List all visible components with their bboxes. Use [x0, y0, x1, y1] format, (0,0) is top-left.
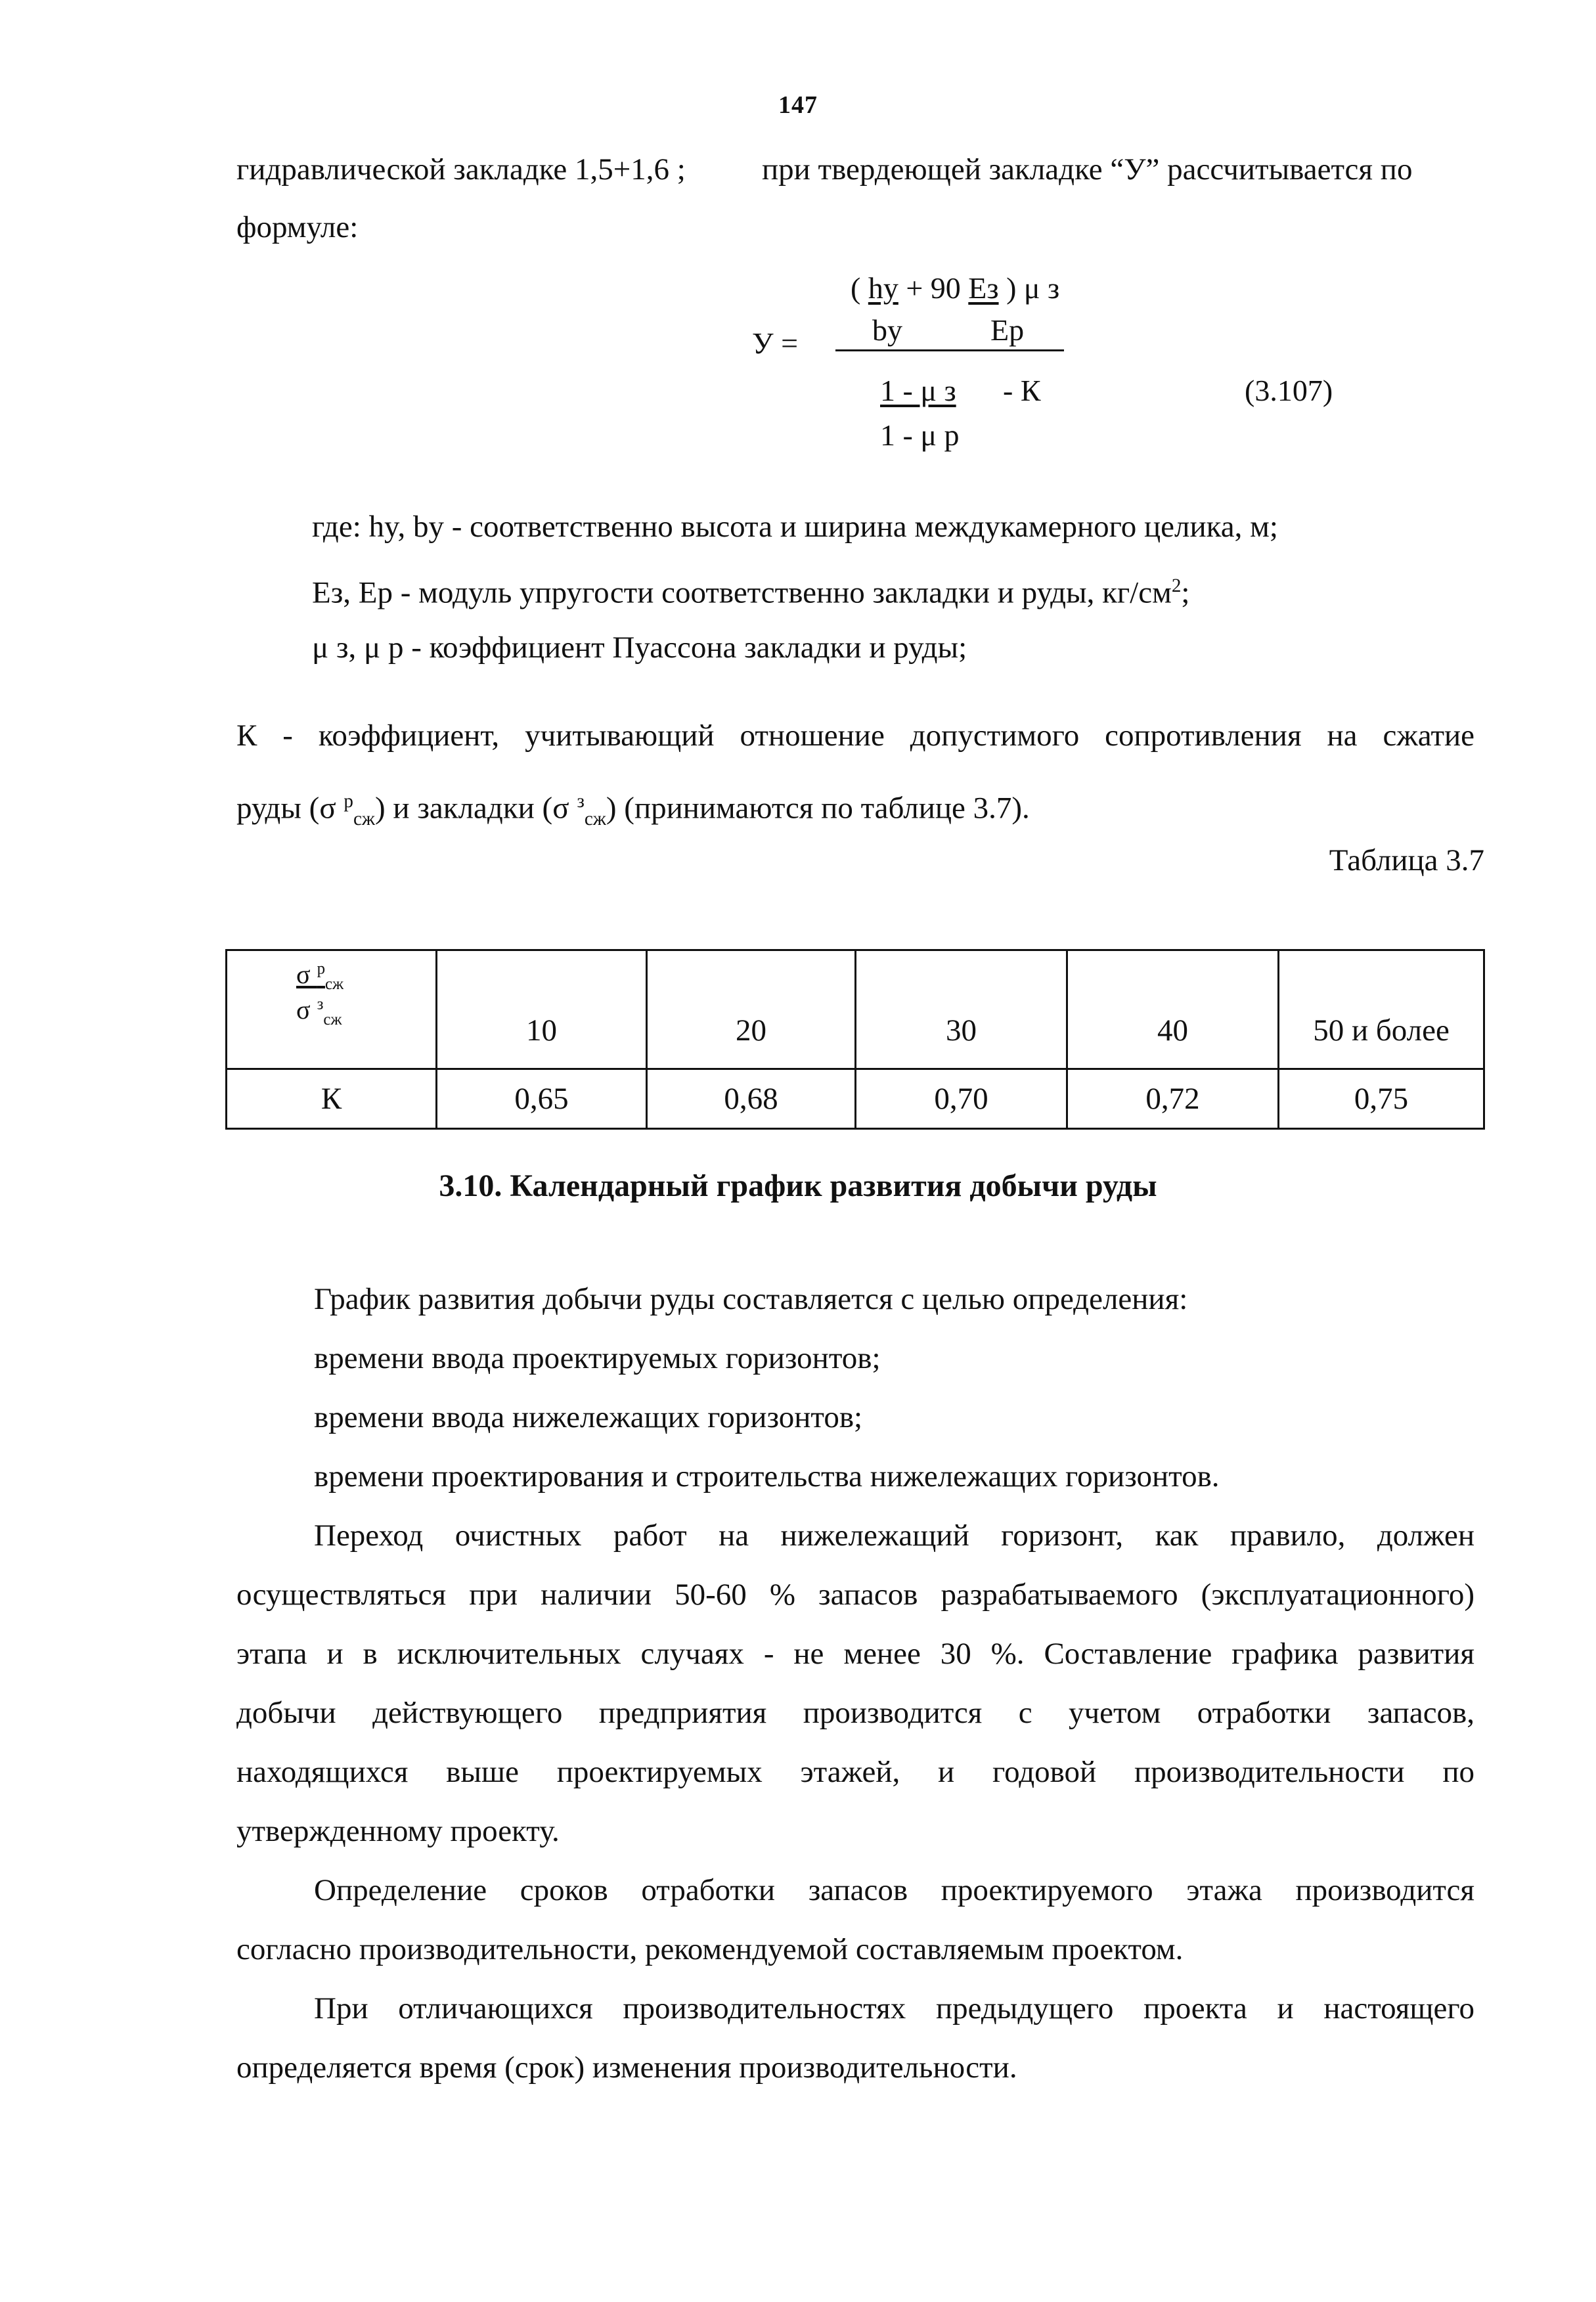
definition-hy-by: где: hy, by - соответственно высота и ширина междукамерного целика, м; — [312, 510, 1278, 544]
body-line: При отличающихся производительностях предыдущего проекта и настоящего — [314, 1991, 1474, 2025]
definition-ez-ep: Ез, Ер - модуль упругости соответственно закладки и руды, $кг/см^2$; — [312, 575, 1190, 610]
definition-mu: μ з, μ р - коэффициент Пуассона закладки и руды; — [312, 631, 967, 665]
table-cell: 0,65 — [437, 1069, 647, 1129]
body-line: утвержденному проекту. — [236, 1814, 560, 1848]
sigma-ratio-denominator: σ $^з_{сж}$ — [296, 995, 342, 1029]
body-line: времени проектирования и строительства нижележащих горизонтов. — [314, 1459, 1220, 1494]
table-cell: 0,70 — [856, 1069, 1067, 1129]
body-line: времени ввода нижележащих горизонтов; — [314, 1400, 863, 1434]
formula-number: (3.107) — [1245, 374, 1333, 407]
table-cell: 0,68 — [647, 1069, 856, 1129]
intro-line-right: при твердеющей закладке “У” рассчитывается по — [762, 152, 1413, 187]
body-line: согласно производительности, рекомендуемой составляемым проектом. — [236, 1932, 1184, 1966]
formula-numerator-top: ( hy + 90 Ез ) μ з — [851, 271, 1060, 305]
table-header-cell: 10 — [437, 950, 647, 1069]
formula-denominator-bottom: 1 - μ р — [880, 418, 960, 452]
k-paragraph-line-1: К - коэффициент, учитывающий отношение допустимого сопротивления на сжатие — [236, 719, 1474, 753]
table-header-row — [227, 950, 1484, 1069]
formula-lhs: У = — [752, 326, 799, 360]
formula-numerator-by: by — [872, 313, 902, 347]
page-number: 147 — [778, 91, 818, 119]
table-header-cell: 50 и более — [1279, 950, 1484, 1069]
formula-numerator-ep: Ер — [990, 313, 1025, 347]
table-cell: 0,75 — [1279, 1069, 1484, 1129]
table-header-cell: 40 — [1067, 950, 1279, 1069]
body-line: находящихся выше проектируемых этажей, и годовой производительности по — [236, 1755, 1474, 1789]
body-line: Определение сроков отработки запасов проектируемого этажа производится — [314, 1873, 1474, 1907]
body-line: определяется время (срок) изменения производительности. — [236, 2050, 1017, 2085]
body-line: Переход очистных работ на нижележащий горизонт, как правило, должен — [314, 1518, 1474, 1553]
body-line: График развития добычи руды составляется с целью определения: — [314, 1282, 1188, 1316]
table-cell: 0,72 — [1067, 1069, 1279, 1129]
body-line: времени ввода проектируемых горизонтов; — [314, 1341, 881, 1375]
sigma-ratio-numerator: σ $^р_{сж}$ — [296, 960, 344, 993]
coefficient-table — [225, 949, 1485, 1130]
k-paragraph-line-2: руды (σ $^р_{сж}$) и закладки (σ $^з_{сж}$) (принимаются по таблице 3.7). — [236, 791, 1030, 830]
body-line: осуществляться при наличии 50-60 % запасов разрабатываемого (эксплуатационного) — [236, 1578, 1474, 1612]
table-header-cell: 20 — [647, 950, 856, 1069]
intro-line-left: гидравлической закладке 1,5+1,6 ; — [236, 152, 686, 187]
table-caption: Таблица 3.7 — [1329, 843, 1484, 877]
formula-denominator-top: 1 - μ з — [880, 374, 956, 407]
table-row — [227, 1069, 1484, 1129]
formula-main-fraction-line — [835, 349, 1064, 351]
body-line: добычи действующего предприятия производится с учетом отработки запасов, — [236, 1696, 1474, 1730]
table-header-cell: 30 — [856, 950, 1067, 1069]
table-row-label: К — [227, 1069, 437, 1129]
formula-denominator-minus-k: - К — [1003, 374, 1041, 407]
intro-line-2: формуле: — [236, 210, 359, 244]
section-heading: 3.10. Календарный график развития добычи руды — [439, 1168, 1157, 1203]
table-header-sigma-ratio — [227, 950, 437, 1069]
body-line: этапа и в исключительных случаях - не менее 30 %. Составление графика развития — [236, 1637, 1474, 1671]
